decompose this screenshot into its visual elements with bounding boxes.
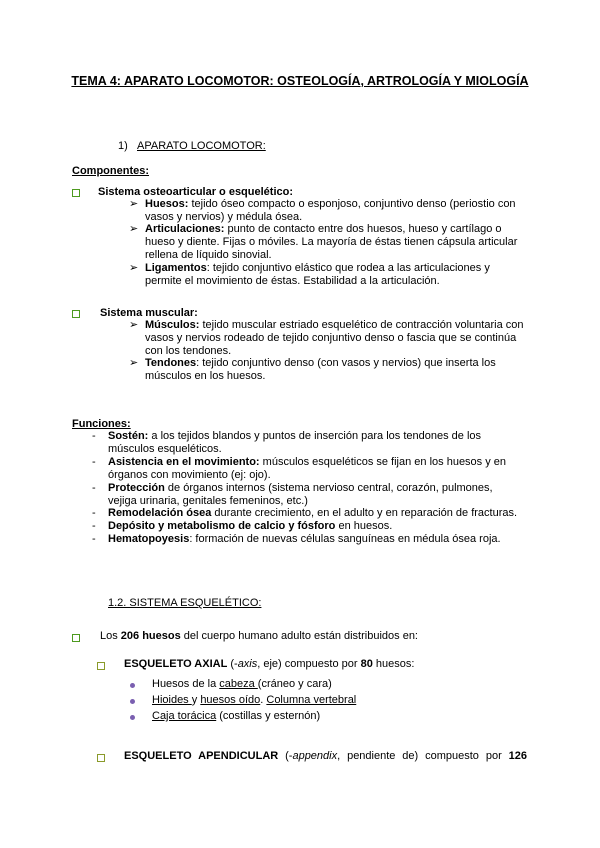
list-item: ➢ Ligamentos: tejido conjuntivo elástico que rodea a las articulaciones y permite el movimiento de éstas. Estabilidad a la articulación. bbox=[129, 262, 490, 287]
checkbox-bullet-icon bbox=[72, 188, 80, 201]
checkbox-bullet-icon bbox=[72, 309, 80, 322]
dot-bullet-icon bbox=[130, 683, 135, 688]
funciones-heading: Funciones: bbox=[72, 418, 131, 430]
dot-bullet-icon bbox=[130, 699, 135, 704]
page-title: TEMA 4: APARATO LOCOMOTOR: OSTEOLOGÍA, ARTROLOGÍA Y MIOLOGÍA bbox=[71, 74, 529, 88]
list-item: Hioides y huesos oído. Columna vertebral bbox=[152, 694, 357, 706]
dot-bullet-icon bbox=[130, 715, 135, 720]
group-label: Sistema muscular: bbox=[100, 307, 198, 319]
list-item: Caja torácica (costillas y esternón) bbox=[152, 710, 321, 722]
list-item: Protección de órganos internos (sistema nervioso central, corazón, pulmones, vejiga urinaria, genitales femeninos, etc.) bbox=[108, 482, 493, 507]
arrow-bullet-icon: ➢ bbox=[129, 357, 139, 369]
arrow-bullet-icon: ➢ bbox=[129, 319, 139, 331]
dash-bullet: - bbox=[92, 520, 96, 532]
apendicular-line: ESQUELETO APENDICULAR (-appendix, pendiente de) compuesto por 126 bbox=[124, 750, 527, 762]
list-item: ➢ Huesos: tejido óseo compacto o esponjoso, conjuntivo denso (periostio con vasos y nervios) y médula ósea. bbox=[129, 198, 516, 223]
funciones-list bbox=[0, 430, 600, 550]
list-item: Asistencia en el movimiento: músculos esqueléticos se fijan en los huesos y en órganos con movimiento (ej: ojo). bbox=[108, 456, 507, 481]
checkbox-bullet-icon bbox=[97, 661, 105, 674]
group-label: Sistema osteoarticular o esquelético: bbox=[98, 186, 294, 198]
arrow-bullet-icon: ➢ bbox=[129, 223, 139, 235]
axial-line: ESQUELETO AXIAL (-axis, eje) compuesto por 80 huesos: bbox=[124, 658, 415, 670]
dash-bullet: - bbox=[92, 507, 96, 519]
list-item: Remodelación ósea durante crecimiento, en el adulto y en reparación de fracturas. bbox=[108, 507, 518, 519]
checkbox-bullet-icon bbox=[72, 633, 80, 646]
componentes-heading: Componentes: bbox=[72, 165, 149, 177]
section-number: 1) bbox=[118, 140, 128, 152]
list-item: Hematopoyesis: formación de nuevas células sanguíneas en médula ósea roja. bbox=[108, 533, 501, 545]
arrow-bullet-icon: ➢ bbox=[129, 198, 139, 210]
arrow-bullet-icon: ➢ bbox=[129, 262, 139, 274]
section-heading: APARATO LOCOMOTOR: bbox=[137, 140, 266, 152]
list-item: Sostén: a los tejidos blandos y puntos de inserción para los tendones de los músculos esqueléticos. bbox=[108, 430, 482, 455]
list-item: ➢ Articulaciones: punto de contacto entre dos huesos, hueso y cartílago o hueso y diente. Fijas o móviles. La mayoría de éstas tienen cápsula articular rellena de líquido sinovial. bbox=[129, 223, 518, 261]
section-heading: 1.2. SISTEMA ESQUELÉTICO: bbox=[108, 597, 262, 609]
list-item: Depósito y metabolismo de calcio y fósforo en huesos. bbox=[108, 520, 393, 532]
dash-bullet: - bbox=[92, 430, 96, 442]
list-item: ➢ Tendones: tejido conjuntivo denso (con vasos y nervios) que inserta los músculos en los huesos. bbox=[129, 357, 496, 382]
list-item: ➢ Músculos: tejido muscular estriado esquelético de contracción voluntaria con vasos y nervios rodeado de tejido conjuntivo denso o fascia que se continúa con los tendones. bbox=[129, 319, 524, 357]
checkbox-bullet-icon bbox=[97, 753, 105, 766]
dash-bullet: - bbox=[92, 482, 96, 494]
huesos-paragraph: Los 206 huesos del cuerpo humano adulto están distribuidos en: bbox=[100, 630, 418, 642]
dash-bullet: - bbox=[92, 533, 96, 545]
dash-bullet: - bbox=[92, 456, 96, 468]
list-item: Huesos de la cabeza (cráneo y cara) bbox=[152, 678, 332, 690]
